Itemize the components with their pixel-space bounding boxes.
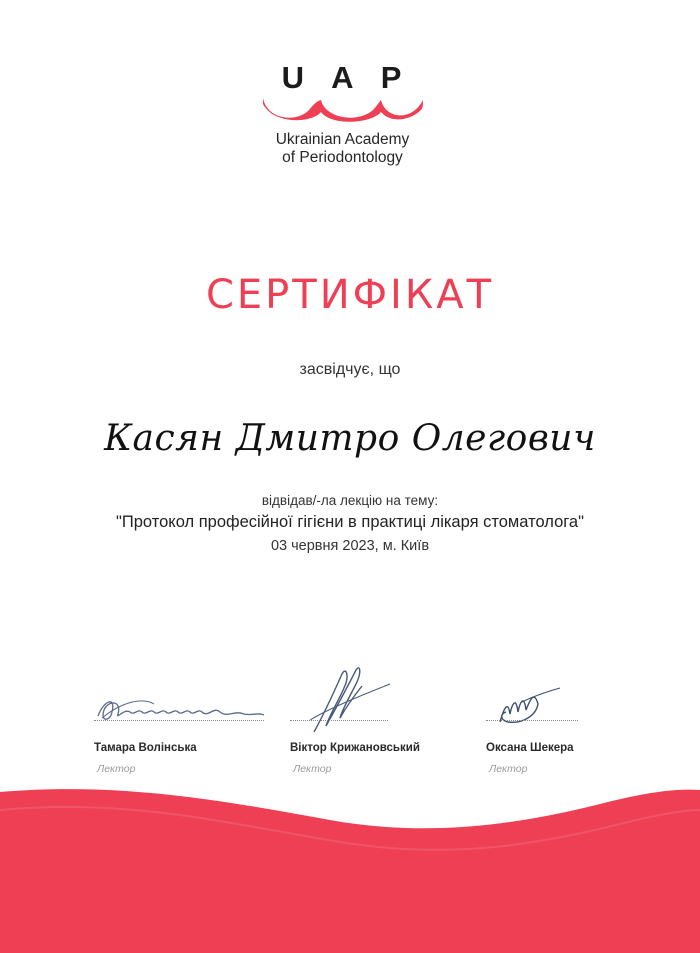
- recipient-name: Касян Дмитро Олегович: [104, 418, 596, 459]
- lecturer-1-role: Лектор: [97, 763, 136, 775]
- signature-3-graphic: [486, 660, 676, 740]
- signature-1-line: [94, 720, 264, 721]
- logo-name-line2: of Periodontology: [282, 149, 403, 166]
- lecturer-1-name: Тамара Волінська: [94, 742, 197, 754]
- bottom-wave-decoration: [0, 780, 700, 953]
- signature-2-graphic: [290, 656, 480, 736]
- attended-text: відвідав/-ла лекцію на тему:: [261, 493, 439, 508]
- certifies-text: засвідчує, що: [299, 361, 401, 378]
- lecturer-3-name: Оксана Шекера: [486, 742, 574, 754]
- signature-block-3: [486, 660, 676, 780]
- logo-letter-p: P: [380, 60, 404, 95]
- date-place: 03 червня 2023, м. Київ: [270, 538, 430, 554]
- logo-letter-a: A: [331, 60, 356, 95]
- lecturer-2-name: Віктор Крижановський: [290, 742, 420, 754]
- uap-logo: [255, 60, 430, 175]
- signature-2-line: [290, 720, 388, 721]
- logo-wave-graphic: [261, 90, 425, 124]
- signature-1-graphic: [94, 660, 284, 740]
- logo-name-line1: Ukrainian Academy: [275, 131, 410, 148]
- signature-block-2: [290, 660, 480, 780]
- signature-3-line: [486, 720, 578, 721]
- signature-block-1: [94, 660, 284, 780]
- certificate-title: СЕРТИФІКАТ: [205, 272, 495, 318]
- logo-letter-u: U: [281, 60, 306, 95]
- lecture-topic: "Протокол професійної гігієни в практиці лікаря стоматолога": [116, 513, 584, 531]
- lecturer-3-role: Лектор: [489, 763, 528, 775]
- logo-name: [255, 131, 430, 167]
- lecturer-2-role: Лектор: [293, 763, 332, 775]
